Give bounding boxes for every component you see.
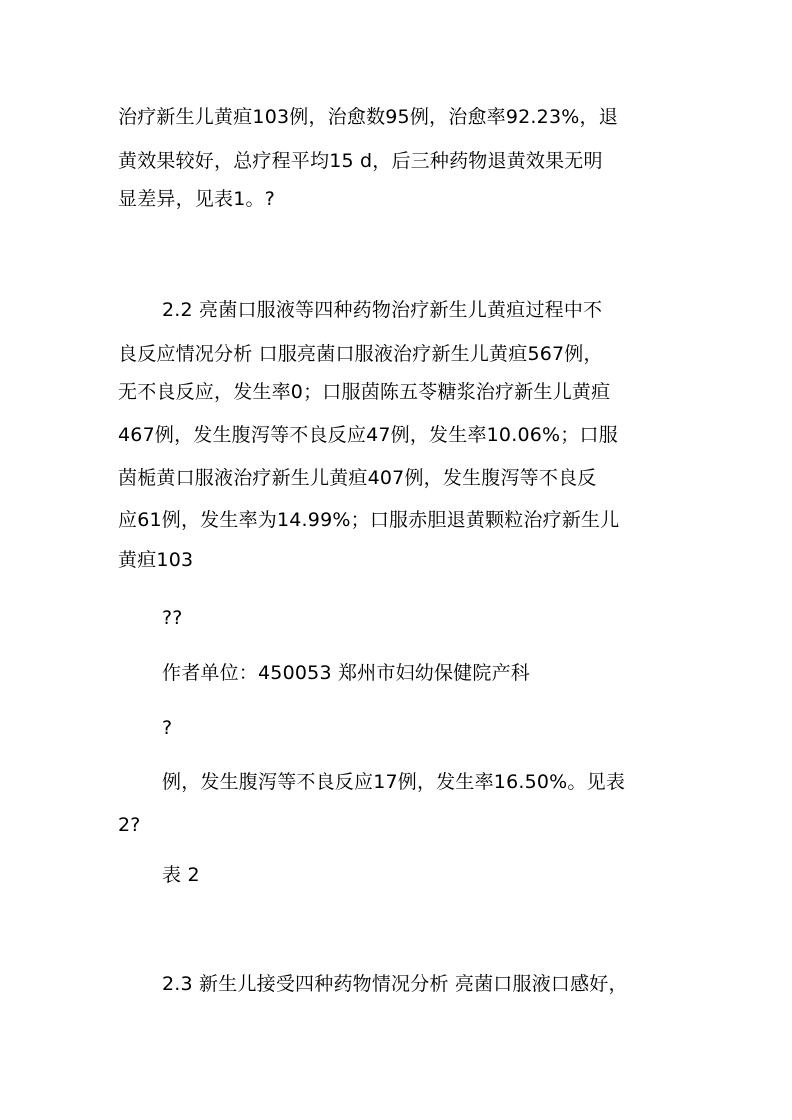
paragraph-line: 无不良反应，发生率0；口服茵陈五苓糖浆治疗新生儿黄疸 [118, 381, 611, 403]
paragraph-line: 2? [118, 814, 141, 836]
paragraph-line: 良反应情况分析 口服亮菌口服液治疗新生儿黄疸567例， [118, 343, 603, 365]
section-heading-line: 2.3 新生儿接受四种药物情况分析 亮菌口服液口感好， [162, 973, 628, 995]
paragraph-line: 显差异，见表1。? [118, 188, 275, 210]
paragraph-line: 应61例，发生率为14.99%；口服赤胆退黄颗粒治疗新生儿 [118, 509, 620, 531]
placeholder-line: ?? [162, 607, 183, 629]
paragraph-line: 茵栀黄口服液治疗新生儿黄疸407例，发生腹泻等不良反 [118, 467, 597, 489]
placeholder-line: ? [162, 717, 173, 739]
paragraph-line: 黄效果较好，总疗程平均15 d，后三种药物退黄效果无明 [118, 150, 603, 172]
paragraph-line: 治疗新生儿黄疸103例，治愈数95例，治愈率92.23%，退 [118, 106, 618, 128]
author-affiliation: 作者单位：450053 郑州市妇幼保健院产科 [162, 662, 530, 684]
section-heading-line: 2.2 亮菌口服液等四种药物治疗新生儿黄疸过程中不 [162, 299, 603, 321]
paragraph-line: 例，发生腹泻等不良反应17例，发生率16.50%。见表 [162, 771, 626, 793]
paragraph-line: 黄疸103 [118, 549, 194, 571]
paragraph-line: 467例，发生腹泻等不良反应47例，发生率10.06%；口服 [118, 424, 618, 446]
table-caption: 表 2 [162, 864, 200, 886]
